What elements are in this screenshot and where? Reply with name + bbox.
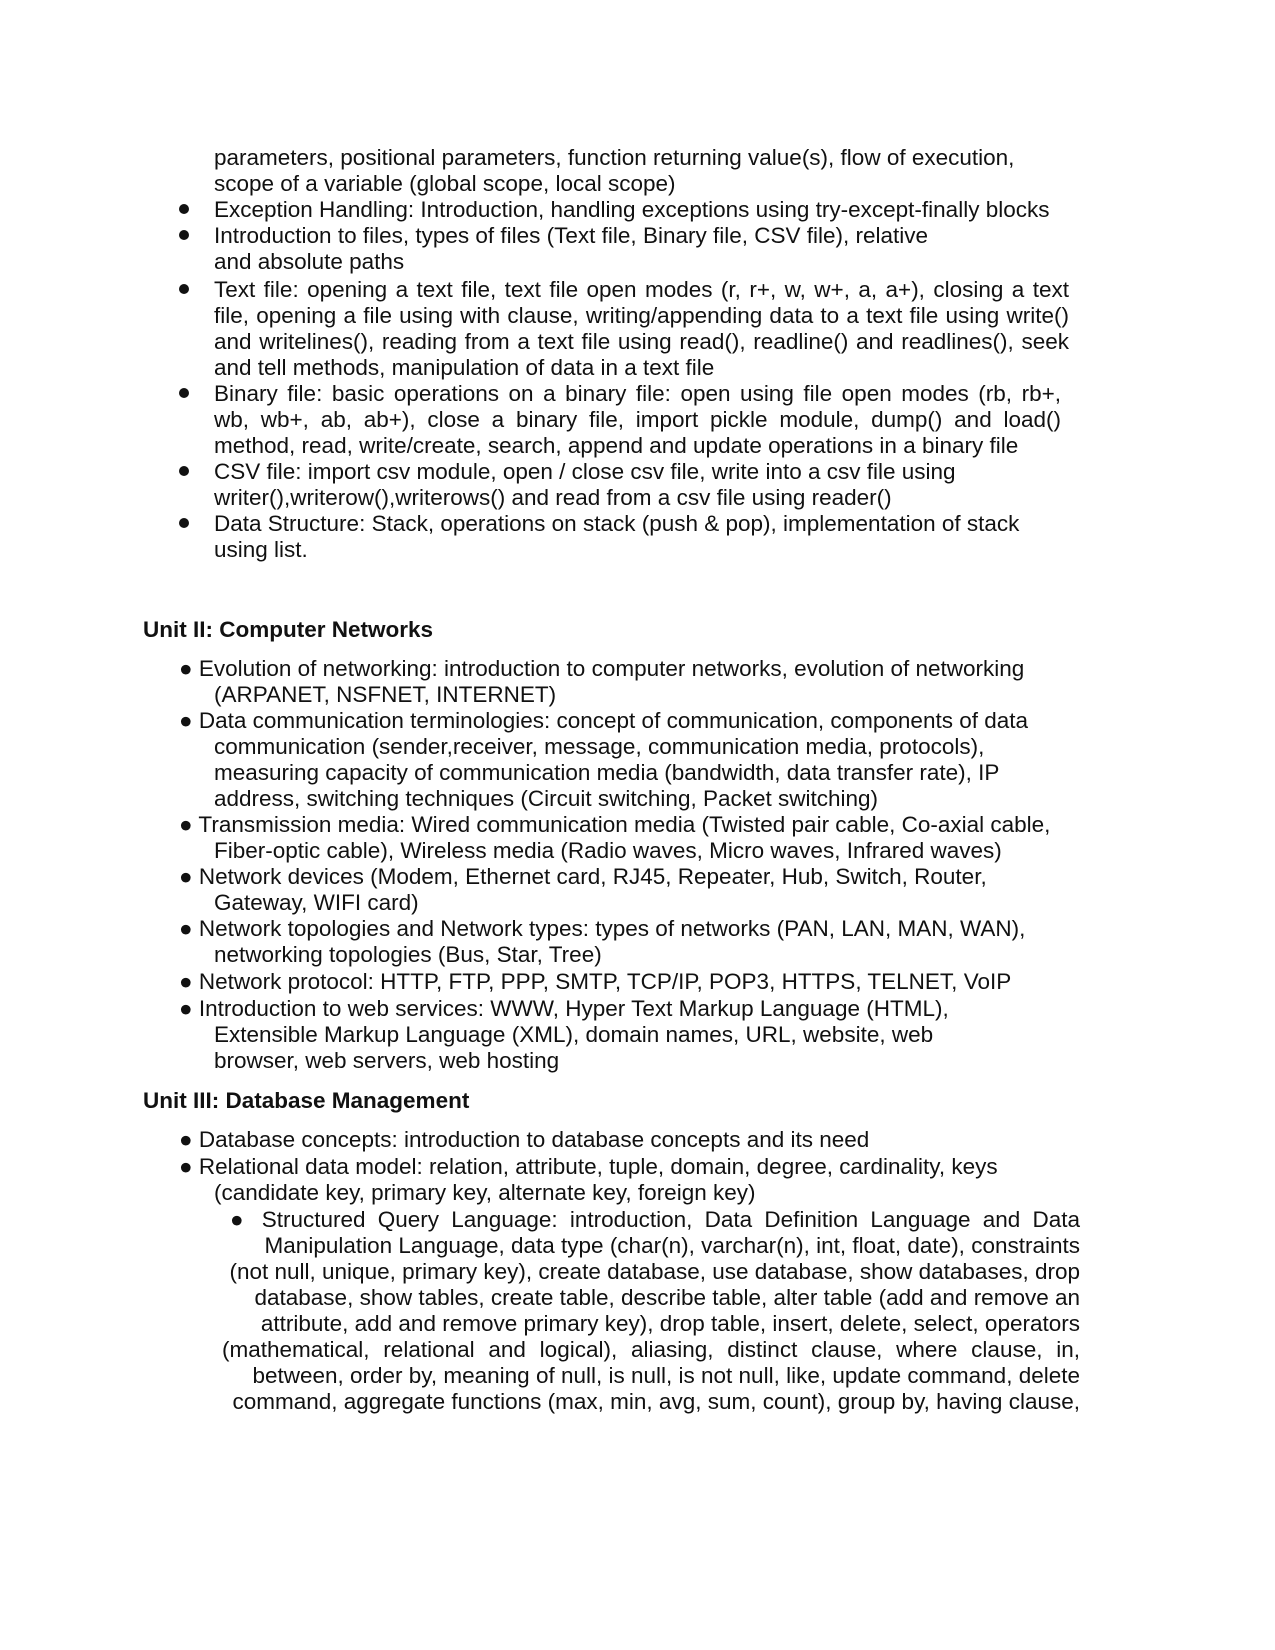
list-item: ● Evolution of networking: introduction to computer networks, evolution of networking <box>179 656 1025 681</box>
list-item-continuation: Extensible Markup Language (XML), domain names, URL, website, web <box>214 1022 934 1047</box>
sql-item-continuation: between, order by, meaning of null, is null, is not null, like, update command, delete <box>252 1363 1080 1388</box>
list-item-continuation: and absolute paths <box>214 249 405 274</box>
list-item-continuation: wb, wb+, ab, ab+), close a binary file, import pickle module, dump() and load() <box>214 407 1061 432</box>
list-item-continuation: and tell methods, manipulation of data in a text file <box>214 355 715 380</box>
sql-item: ● Structured Query Language: introduction, Data Definition Language and Data <box>230 1207 1080 1232</box>
list-item-continuation: address, switching techniques (Circuit switching, Packet switching) <box>214 786 879 811</box>
list-item-continuation: (candidate key, primary key, alternate key, foreign key) <box>214 1180 756 1205</box>
list-item: ● Introduction to web services: WWW, Hyper Text Markup Language (HTML), <box>179 996 949 1021</box>
list-item: ● Network topologies and Network types: types of networks (PAN, LAN, MAN, WAN), <box>179 916 1026 941</box>
list-item: ● Transmission media: Wired communication media (Twisted pair cable, Co-axial cable, <box>179 812 1051 837</box>
unit-3-heading: Unit III: Database Management <box>143 1088 470 1113</box>
continuation-line: parameters, positional parameters, function returning value(s), flow of execution, <box>214 145 1015 170</box>
list-item: Binary file: basic operations on a binary file: open using file open modes (rb, rb+, <box>214 381 1061 406</box>
list-item-continuation: writer(),writerow(),writerows() and read from a csv file using reader() <box>214 485 892 510</box>
list-item-continuation: method, read, write/create, search, append and update operations in a binary file <box>214 433 1019 458</box>
list-item-continuation: measuring capacity of communication media (bandwidth, data transfer rate), IP <box>214 760 1000 785</box>
list-item-continuation: Fiber-optic cable), Wireless media (Radio waves, Micro waves, Infrared waves) <box>214 838 1002 863</box>
list-item: ● Data communication terminologies: concept of communication, components of data <box>179 708 1029 733</box>
bullet-icon <box>179 230 189 240</box>
list-item-continuation: networking topologies (Bus, Star, Tree) <box>214 942 602 967</box>
unit-2-heading: Unit II: Computer Networks <box>143 617 434 642</box>
bullet-icon <box>179 466 189 476</box>
bullet-icon <box>179 388 189 398</box>
list-item: Exception Handling: Introduction, handling exceptions using try-except-finally blocks <box>214 197 1050 222</box>
list-item-continuation: browser, web servers, web hosting <box>214 1048 560 1073</box>
list-item-continuation: (ARPANET, NSFNET, INTERNET) <box>214 682 557 707</box>
continuation-line: scope of a variable (global scope, local scope) <box>214 171 676 196</box>
list-item: Data Structure: Stack, operations on stack (push & pop), implementation of stack <box>214 511 1020 536</box>
sql-item-continuation: command, aggregate functions (max, min, avg, sum, count), group by, having clause, <box>232 1389 1080 1414</box>
bullet-icon <box>179 284 189 294</box>
list-item-continuation: using list. <box>214 537 308 562</box>
bullet-icon <box>179 204 189 214</box>
list-item: Introduction to files, types of files (Text file, Binary file, CSV file), relative <box>214 223 929 248</box>
sql-item-continuation: (not null, unique, primary key), create database, use database, show databases, drop <box>229 1259 1080 1284</box>
sql-item-continuation: Manipulation Language, data type (char(n), varchar(n), int, float, date), constraints <box>264 1233 1080 1258</box>
list-item: Text file: opening a text file, text file open modes (r, r+, w, w+, a, a+), closing a text <box>214 277 1069 302</box>
list-item: ● Relational data model: relation, attribute, tuple, domain, degree, cardinality, keys <box>179 1154 998 1179</box>
list-item-continuation: file, opening a file using with clause, writing/appending data to a text file using write() <box>214 303 1069 328</box>
sql-item-continuation: attribute, add and remove primary key), drop table, insert, delete, select, operators <box>260 1311 1080 1336</box>
list-item-continuation: communication (sender,receiver, message, communication media, protocols), <box>214 734 985 759</box>
list-item-continuation: Gateway, WIFI card) <box>214 890 419 915</box>
list-item-continuation: and writelines(), reading from a text file using read(), readline() and readlines(), seek <box>214 329 1069 354</box>
list-item: ● Network devices (Modem, Ethernet card, RJ45, Repeater, Hub, Switch, Router, <box>179 864 987 889</box>
sql-item-continuation: database, show tables, create table, describe table, alter table (add and remove an <box>254 1285 1080 1310</box>
bullet-icon <box>179 518 189 528</box>
list-item: ● Network protocol: HTTP, FTP, PPP, SMTP, TCP/IP, POP3, HTTPS, TELNET, VoIP <box>179 969 1012 994</box>
list-item: ● Database concepts: introduction to database concepts and its need <box>179 1127 870 1152</box>
list-item: CSV file: import csv module, open / close csv file, write into a csv file using <box>214 459 956 484</box>
sql-item-continuation: (mathematical, relational and logical), aliasing, distinct clause, where clause, in, <box>222 1337 1080 1362</box>
